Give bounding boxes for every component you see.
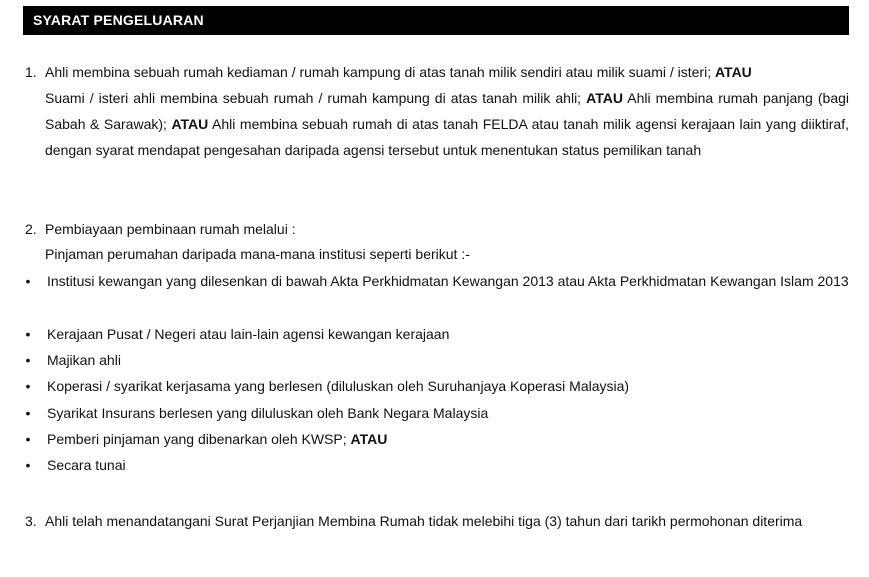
item-1-atau-2: ATAU bbox=[586, 90, 623, 106]
bullet-icon: • bbox=[25, 326, 31, 342]
item-1-text-a: Ahli membina sebuah rumah kediaman / rumah kampung di atas tanah milik sendiri atau milik suami / isteri; bbox=[45, 64, 712, 80]
item-1-text-d: Ahli membina sebuah rumah di atas tanah FELDA atau tanah milik agensi kerajaan lain yang diiktiraf, dengan syarat mendapat pengesahan daripada agensi tersebut untuk menentukan status pemilikan tanah bbox=[45, 116, 850, 158]
list-item-text: Kerajaan Pusat / Negeri atau lain-lain agensi kewangan kerajaan bbox=[47, 326, 450, 342]
section-header-title: SYARAT PENGELUARAN bbox=[33, 12, 204, 28]
bullet-icon: • bbox=[25, 405, 31, 421]
item-1-number: 1. bbox=[25, 64, 37, 80]
bullet-icon: • bbox=[25, 273, 31, 289]
item-2-number: 2. bbox=[25, 221, 37, 237]
bullet-icon: • bbox=[25, 457, 31, 473]
list-item-text: Institusi kewangan yang dilesenkan di bawah Akta Perkhidmatan Kewangan 2013 atau Akta Perkhidmatan Kewangan Islam 2013 bbox=[47, 273, 849, 289]
bullet-icon: • bbox=[25, 431, 31, 447]
item-1-text-b: Suami / isteri ahli membina sebuah rumah / rumah kampung di atas tanah milik ahli; bbox=[45, 90, 582, 106]
item-3-paragraph: Ahli telah menandatangani Surat Perjanjian Membina Rumah tidak melebihi tiga (3) tahun dari tarikh permohonan diterima bbox=[45, 513, 803, 529]
list-item-text: Syarikat Insurans berlesen yang diluluskan oleh Bank Negara Malaysia bbox=[47, 405, 489, 421]
item-2-subintro: Pinjaman perumahan daripada mana-mana institusi seperti berikut :- bbox=[45, 246, 470, 262]
item-1-atau-1: ATAU bbox=[714, 64, 752, 80]
list-item-text: Secara tunai bbox=[47, 457, 126, 473]
item-1-atau-3: ATAU bbox=[171, 116, 209, 132]
bullet-icon: • bbox=[25, 352, 31, 368]
list-item-atau: ATAU bbox=[350, 431, 388, 447]
list-item-text-main: Pemberi pinjaman yang dibenarkan oleh KWSP; bbox=[47, 431, 347, 447]
item-3-number: 3. bbox=[25, 513, 37, 529]
item-2-intro: Pembiayaan pembinaan rumah melalui : bbox=[45, 221, 296, 237]
list-item-text bbox=[47, 426, 849, 452]
list-item-text: Majikan ahli bbox=[47, 352, 121, 368]
item-1-text-c: Ahli membina rumah panjang (bagi Sabah & Sarawak); bbox=[45, 90, 850, 132]
list-item-text: Koperasi / syarikat kerjasama yang berlesen (diluluskan oleh Suruhanjaya Koperasi Malaysia) bbox=[47, 378, 630, 394]
bullet-icon: • bbox=[25, 378, 31, 394]
